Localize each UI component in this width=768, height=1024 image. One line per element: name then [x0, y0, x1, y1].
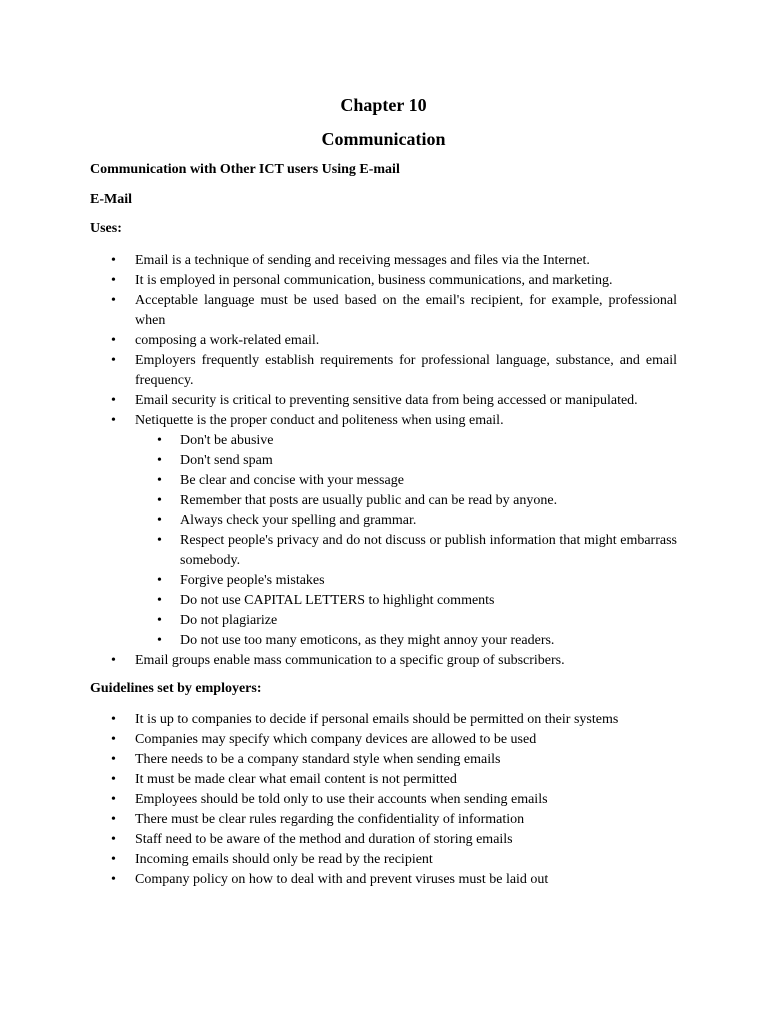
chapter-title: Communication — [321, 129, 446, 149]
guideline-item: • Staff need to be aware of the method and duration of storing emails — [90, 830, 677, 850]
email-heading: E-Mail — [90, 192, 132, 207]
guidelines-list — [90, 710, 677, 890]
guideline-item: • Company policy on how to deal with and prevent viruses must be laid out — [90, 870, 677, 890]
netiquette-item: • Remember that posts are usually public and can be read by anyone. — [90, 491, 677, 511]
guideline-item: • It is up to companies to decide if personal emails should be permitted on their systems — [90, 710, 677, 730]
section-heading: Communication with Other ICT users Using E-mail — [90, 162, 400, 177]
list-item: • Email is a technique of sending and receiving messages and files via the Internet. — [90, 251, 677, 271]
guideline-item: • Employees should be told only to use their accounts when sending emails — [90, 790, 677, 810]
netiquette-item-text: Netiquette is the proper conduct and politeness when using email. — [135, 413, 504, 428]
list-item: • Acceptable language must be used based on the email's recipient, for example, professional when — [90, 291, 677, 331]
list-item — [90, 411, 677, 651]
guideline-item: • There needs to be a company standard style when sending emails — [90, 750, 677, 770]
netiquette-item: • Always check your spelling and grammar. — [90, 511, 677, 531]
netiquette-item: • Do not use too many emoticons, as they might annoy your readers. — [90, 631, 677, 651]
list-item: • It is employed in personal communication, business communications, and marketing. — [90, 271, 677, 291]
guideline-item: • Companies may specify which company devices are allowed to be used — [90, 730, 677, 750]
netiquette-item: • Be clear and concise with your message — [90, 471, 677, 491]
guidelines-heading: Guidelines set by employers: — [90, 681, 262, 696]
document-body — [90, 92, 677, 890]
guideline-item: • It must be made clear what email content is not permitted — [90, 770, 677, 790]
uses-list — [90, 251, 677, 671]
netiquette-item: • Do not plagiarize — [90, 611, 677, 631]
netiquette-list — [135, 431, 677, 651]
chapter-number: Chapter 10 — [340, 95, 427, 115]
netiquette-item: • Do not use CAPITAL LETTERS to highlight comments — [90, 591, 677, 611]
guideline-item: • Incoming emails should only be read by the recipient — [90, 850, 677, 870]
netiquette-item: • Don't send spam — [90, 451, 677, 471]
list-item: • Employers frequently establish requirements for professional language, substance, and email frequency. — [90, 351, 677, 391]
list-item: • Email groups enable mass communication to a specific group of subscribers. — [90, 651, 677, 671]
netiquette-item: • Don't be abusive — [90, 431, 677, 451]
netiquette-item: • Respect people's privacy and do not discuss or publish information that might embarrass somebody. — [90, 531, 677, 571]
uses-heading: Uses: — [90, 221, 122, 236]
list-item: • composing a work-related email. — [90, 331, 677, 351]
guideline-item: • There must be clear rules regarding the confidentiality of information — [90, 810, 677, 830]
netiquette-item: • Forgive people's mistakes — [90, 571, 677, 591]
list-item: • Email security is critical to preventing sensitive data from being accessed or manipulated. — [90, 391, 677, 411]
